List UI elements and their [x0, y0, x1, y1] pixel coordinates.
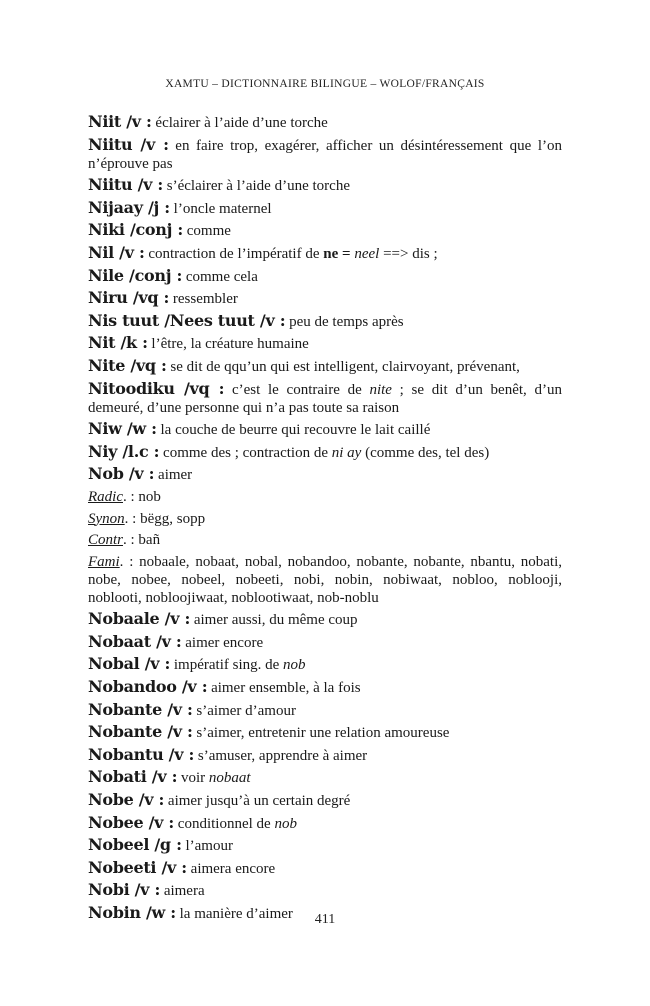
entry-label: Radic	[88, 488, 123, 505]
entry-text: aimer encore	[181, 634, 264, 651]
entry-text: comme des ; contraction de	[159, 444, 332, 461]
entry-headword: Nobaale /v :	[88, 609, 191, 629]
dictionary-entry	[88, 836, 562, 855]
dictionary-entry	[88, 113, 562, 132]
dictionary-entry	[88, 814, 562, 833]
entry-headword: Nitoodiku /vq :	[88, 378, 225, 398]
entry-headword: Nobante /v :	[88, 699, 193, 719]
entry-headword: Nobeel /g :	[88, 835, 182, 855]
dictionary-entry	[88, 678, 562, 697]
dictionary-entry	[88, 312, 562, 331]
dictionary-entry	[88, 267, 562, 286]
entry-text: comme cela	[182, 268, 258, 285]
entry-headword: Nobin /w :	[88, 903, 176, 922]
entry-text: aimer ensemble, à la fois	[207, 680, 361, 697]
entry-headword: Nile /conj :	[88, 265, 183, 285]
entry-text: s’aimer d’amour	[192, 702, 296, 719]
entry-text: nob	[274, 815, 297, 832]
entry-text: aimer aussi, du même coup	[190, 612, 358, 629]
entry-headword: Nobaat /v :	[88, 631, 182, 651]
dictionary-entry	[88, 380, 562, 417]
dictionary-entry	[88, 244, 562, 263]
entry-text: la manière d’aimer	[175, 906, 293, 922]
dictionary-entry	[88, 655, 562, 674]
entry-headword: Nobee /v :	[88, 812, 175, 832]
entry-text: comme	[183, 223, 231, 240]
entry-text: ; se dit d’un benêt, d’un demeuré, d’une personne qui n’a pas toute sa raison	[88, 381, 562, 416]
entry-text: . : bëgg, sopp	[124, 510, 206, 527]
entry-headword: Nis tuut /Nees tuut /v :	[88, 310, 286, 330]
entry-text: . : nob	[123, 488, 161, 505]
entry-headword: Niit /v :	[88, 112, 152, 131]
entry-text: contraction de l’impératif de	[144, 245, 324, 262]
dictionary-entry	[88, 746, 562, 765]
dictionary-entry	[88, 465, 562, 484]
entry-text: aimer jusqu’à un certain degré	[164, 793, 351, 810]
entry-text: nite	[369, 381, 392, 398]
dictionary-entry	[88, 881, 562, 900]
dictionary-entry	[88, 531, 562, 549]
entry-headword: Nobantu /v :	[88, 744, 195, 764]
entry-text: aimer	[154, 467, 193, 484]
entry-label: Contr	[88, 532, 124, 549]
dictionary-entry	[88, 357, 562, 376]
entry-headword: Nil /v :	[88, 242, 145, 262]
entry-headword: Nit /k :	[88, 333, 148, 353]
entry-headword: Nobal /v :	[88, 654, 171, 674]
dictionary-entry	[88, 723, 562, 742]
entry-text: voir	[177, 770, 209, 787]
dictionary-entry	[88, 768, 562, 787]
entry-text: nobaat	[208, 770, 251, 787]
dictionary-entry	[88, 633, 562, 652]
entry-text: l’amour	[181, 838, 233, 855]
entry-headword: Niki /conj :	[88, 220, 183, 240]
dictionary-entry	[88, 510, 562, 528]
dictionary-entry	[88, 334, 562, 353]
page-number: 411	[314, 912, 336, 927]
entry-text: c’est le contraire de	[224, 381, 370, 398]
entry-text: (comme des, tel des)	[361, 444, 490, 461]
dictionary-entries	[88, 113, 562, 927]
entry-headword: Nobi /v :	[88, 880, 161, 900]
entry-text: peu de temps après	[285, 313, 404, 330]
entry-headword: Nobeeti /v :	[88, 857, 187, 877]
entry-text: l’oncle maternel	[169, 200, 272, 217]
dictionary-entry	[88, 859, 562, 878]
entry-text: ==> dis ;	[379, 245, 438, 262]
running-header: XAMTU – DICTIONNAIRE BILINGUE – WOLOF/FRANÇAIS	[165, 78, 485, 90]
dictionary-entry	[88, 136, 562, 173]
dictionary-entry	[88, 221, 562, 240]
dictionary-entry	[88, 176, 562, 195]
dictionary-entry	[88, 553, 562, 607]
entry-headword: Nobe /v :	[88, 790, 165, 810]
entry-text: aimera encore	[186, 860, 276, 877]
entry-headword: Nob /v :	[88, 464, 155, 484]
entry-text: la couche de beurre qui recouvre le lait caillé	[156, 422, 431, 439]
dictionary-entry	[88, 199, 562, 218]
dictionary-entry	[88, 488, 562, 506]
entry-text: s’aimer, entretenir une relation amoureuse	[192, 725, 450, 742]
entry-headword: Niitu /v :	[88, 175, 163, 195]
entry-headword: Niru /vq :	[88, 288, 170, 308]
entry-text: . : nobaale, nobaat, nobal, nobandoo, nobante, nobante, nbantu, nobati, nobe, nobee, nobeel, nobeeti, nobi, nobin, nobiwaat, nobloo, noblooji, noblooti, nobloojiwaat, noblootiwaat, nob-noblu	[88, 553, 562, 606]
entry-text: ressembler	[169, 291, 238, 308]
entry-text: s’amuser, apprendre à aimer	[194, 747, 368, 764]
entry-headword: Nijaay /j :	[88, 197, 170, 217]
entry-label: Fami	[88, 553, 120, 570]
entry-text: aimera	[160, 883, 205, 900]
entry-headword: Nobante /v :	[88, 722, 193, 742]
dictionary-entry	[88, 289, 562, 308]
entry-text: nob	[283, 657, 306, 674]
entry-text: éclairer à l’aide d’une torche	[151, 115, 328, 131]
entry-headword: Niy /l.c :	[88, 441, 160, 461]
entry-text: s’éclairer à l’aide d’une torche	[163, 178, 350, 195]
entry-text: impératif sing. de	[170, 657, 284, 674]
entry-text: ne =	[323, 245, 351, 262]
dictionary-entry	[88, 610, 562, 629]
entry-text: . : bañ	[123, 532, 161, 549]
entry-text: ni ay	[331, 444, 362, 461]
entry-headword: Niw /w :	[88, 419, 157, 439]
entry-headword: Nite /vq :	[88, 355, 167, 375]
entry-text: se dit de qqu’un qui est intelligent, clairvoyant, prévenant,	[166, 358, 520, 375]
entry-text: l’être, la créature humaine	[147, 336, 309, 353]
entry-headword: Nobandoo /v :	[88, 677, 208, 697]
entry-headword: Nobati /v :	[88, 767, 178, 787]
dictionary-entry	[88, 701, 562, 720]
dictionary-entry	[88, 420, 562, 439]
entry-text: conditionnel de	[174, 815, 275, 832]
dictionary-entry	[88, 791, 562, 810]
entry-headword: Niitu /v :	[88, 134, 169, 154]
dictionary-entry	[88, 443, 562, 462]
entry-text: en faire trop, exagérer, afficher un désintéressement que l’on n’éprouve pas	[88, 137, 562, 172]
entry-label: Synon	[88, 510, 125, 527]
entry-text: neel	[354, 245, 380, 262]
